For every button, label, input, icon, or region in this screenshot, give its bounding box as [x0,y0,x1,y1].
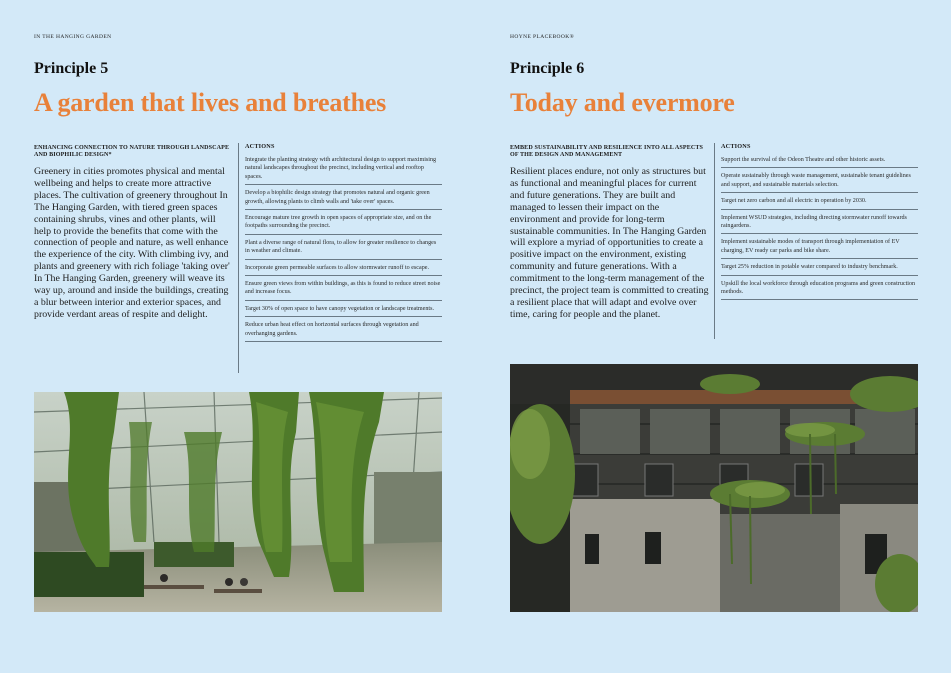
action-item: Plant a diverse range of natural flora, to allow for greater resilience to changes in weather and climate. [245,239,442,260]
action-item: Integrate the planting strategy with architectural design to support maximising natural landscapes throughout the precinct, including vertical and rooftop spaces. [245,156,442,185]
action-item: Target 30% of open space to have canopy vegetation or landscape treatments. [245,305,442,317]
action-item: Operate sustainably through waste management, sustainable tenant guidelines and support, and sustainable materials selection. [721,172,918,193]
action-item: Support the survival of the Odeon Theatre and other historic assets. [721,156,918,168]
building-facade-photo [510,364,918,612]
action-item: Implement WSUD strategies, including directing stormwater runoff towards raingardens. [721,214,918,235]
principle-5-actions [238,143,442,373]
action-item: Upskill the local workforce through education programs and green construction methods. [721,280,918,301]
principle-5-headline: A garden that lives and breathes [34,88,387,117]
action-item: Implement sustainable modes of transport through implementation of EV charging, EV ready car parks and bike share. [721,238,918,259]
action-item: Encourage mature tree growth in open spaces of appropriate size, and on the footpaths surrounding the precinct. [245,214,442,235]
principle-6-body: Resilient places endure, not only as structures but as functional and meaningful places for current and future generations. They are built and managed to lessen their impact on the environment and provide for long-term sustainable communities. In The Hanging Garden will explore a myriad of opportunities to create a positive impact on the environment, existing community and future generations. With a commitment to the long-term management of the precinct, the project team is committed to creating a resilient place that will adapt and evolve over time, caring for people and the planet. [510,166,709,320]
principle-6-label: Principle 6 [510,60,585,77]
principle-5-subhead: ENHANCING CONNECTION TO NATURE THROUGH LANDSCAPE AND BIOPHILIC DESIGN* [34,145,230,158]
action-item: Target 25% reduction in potable water compared to industry benchmark. [721,263,918,275]
principle-6-headline: Today and evermore [510,88,735,117]
action-item: Develop a biophilic design strategy that promotes natural and organic green growth, allowing plants to climb walls and 'take over' spaces. [245,189,442,210]
action-item: Ensure green views from within buildings, as this is found to reduce street noise and increase focus. [245,280,442,301]
running-head-right: HOYNE PLACEBOOK® [510,34,575,40]
actions-title: ACTIONS [245,143,275,150]
action-item: Reduce urban heat effect on horizontal surfaces through vegetation and overhanging gardens. [245,321,442,342]
principle-6-actions [714,143,918,339]
principle-6-subhead: EMBED SUSTAINABILITY AND RESILIENCE INTO ALL ASPECTS OF THE DESIGN AND MANAGEMENT [510,145,704,158]
greenhouse-garden-photo [34,392,442,612]
principle-5-label: Principle 5 [34,60,109,77]
action-item: Incorporate green permeable surfaces to allow stormwater runoff to escape. [245,264,442,276]
principle-5-body: Greenery in cities promotes physical and mental wellbeing and helps to create more attractive places. The cultivation of greenery throughout In The Hanging Garden, with tiered green spaces containing shrubs, vines and other plants, will help to provide the benefits that come with the connection of people and nature, as well enhance the experience of the city. With climbing ivy, and plants and greenery with rich foliage 'taking over' In The Hanging Garden, greenery will weave its way up, around and inside the buildings, creating a blur between interior and exterior spaces, and provide verdant areas of respite and delight. [34,166,230,320]
actions-title: ACTIONS [721,143,751,150]
running-head-left: IN THE HANGING GARDEN [34,34,112,40]
right-page [476,0,951,673]
action-item: Target net zero carbon and all electric in operation by 2030. [721,197,918,209]
